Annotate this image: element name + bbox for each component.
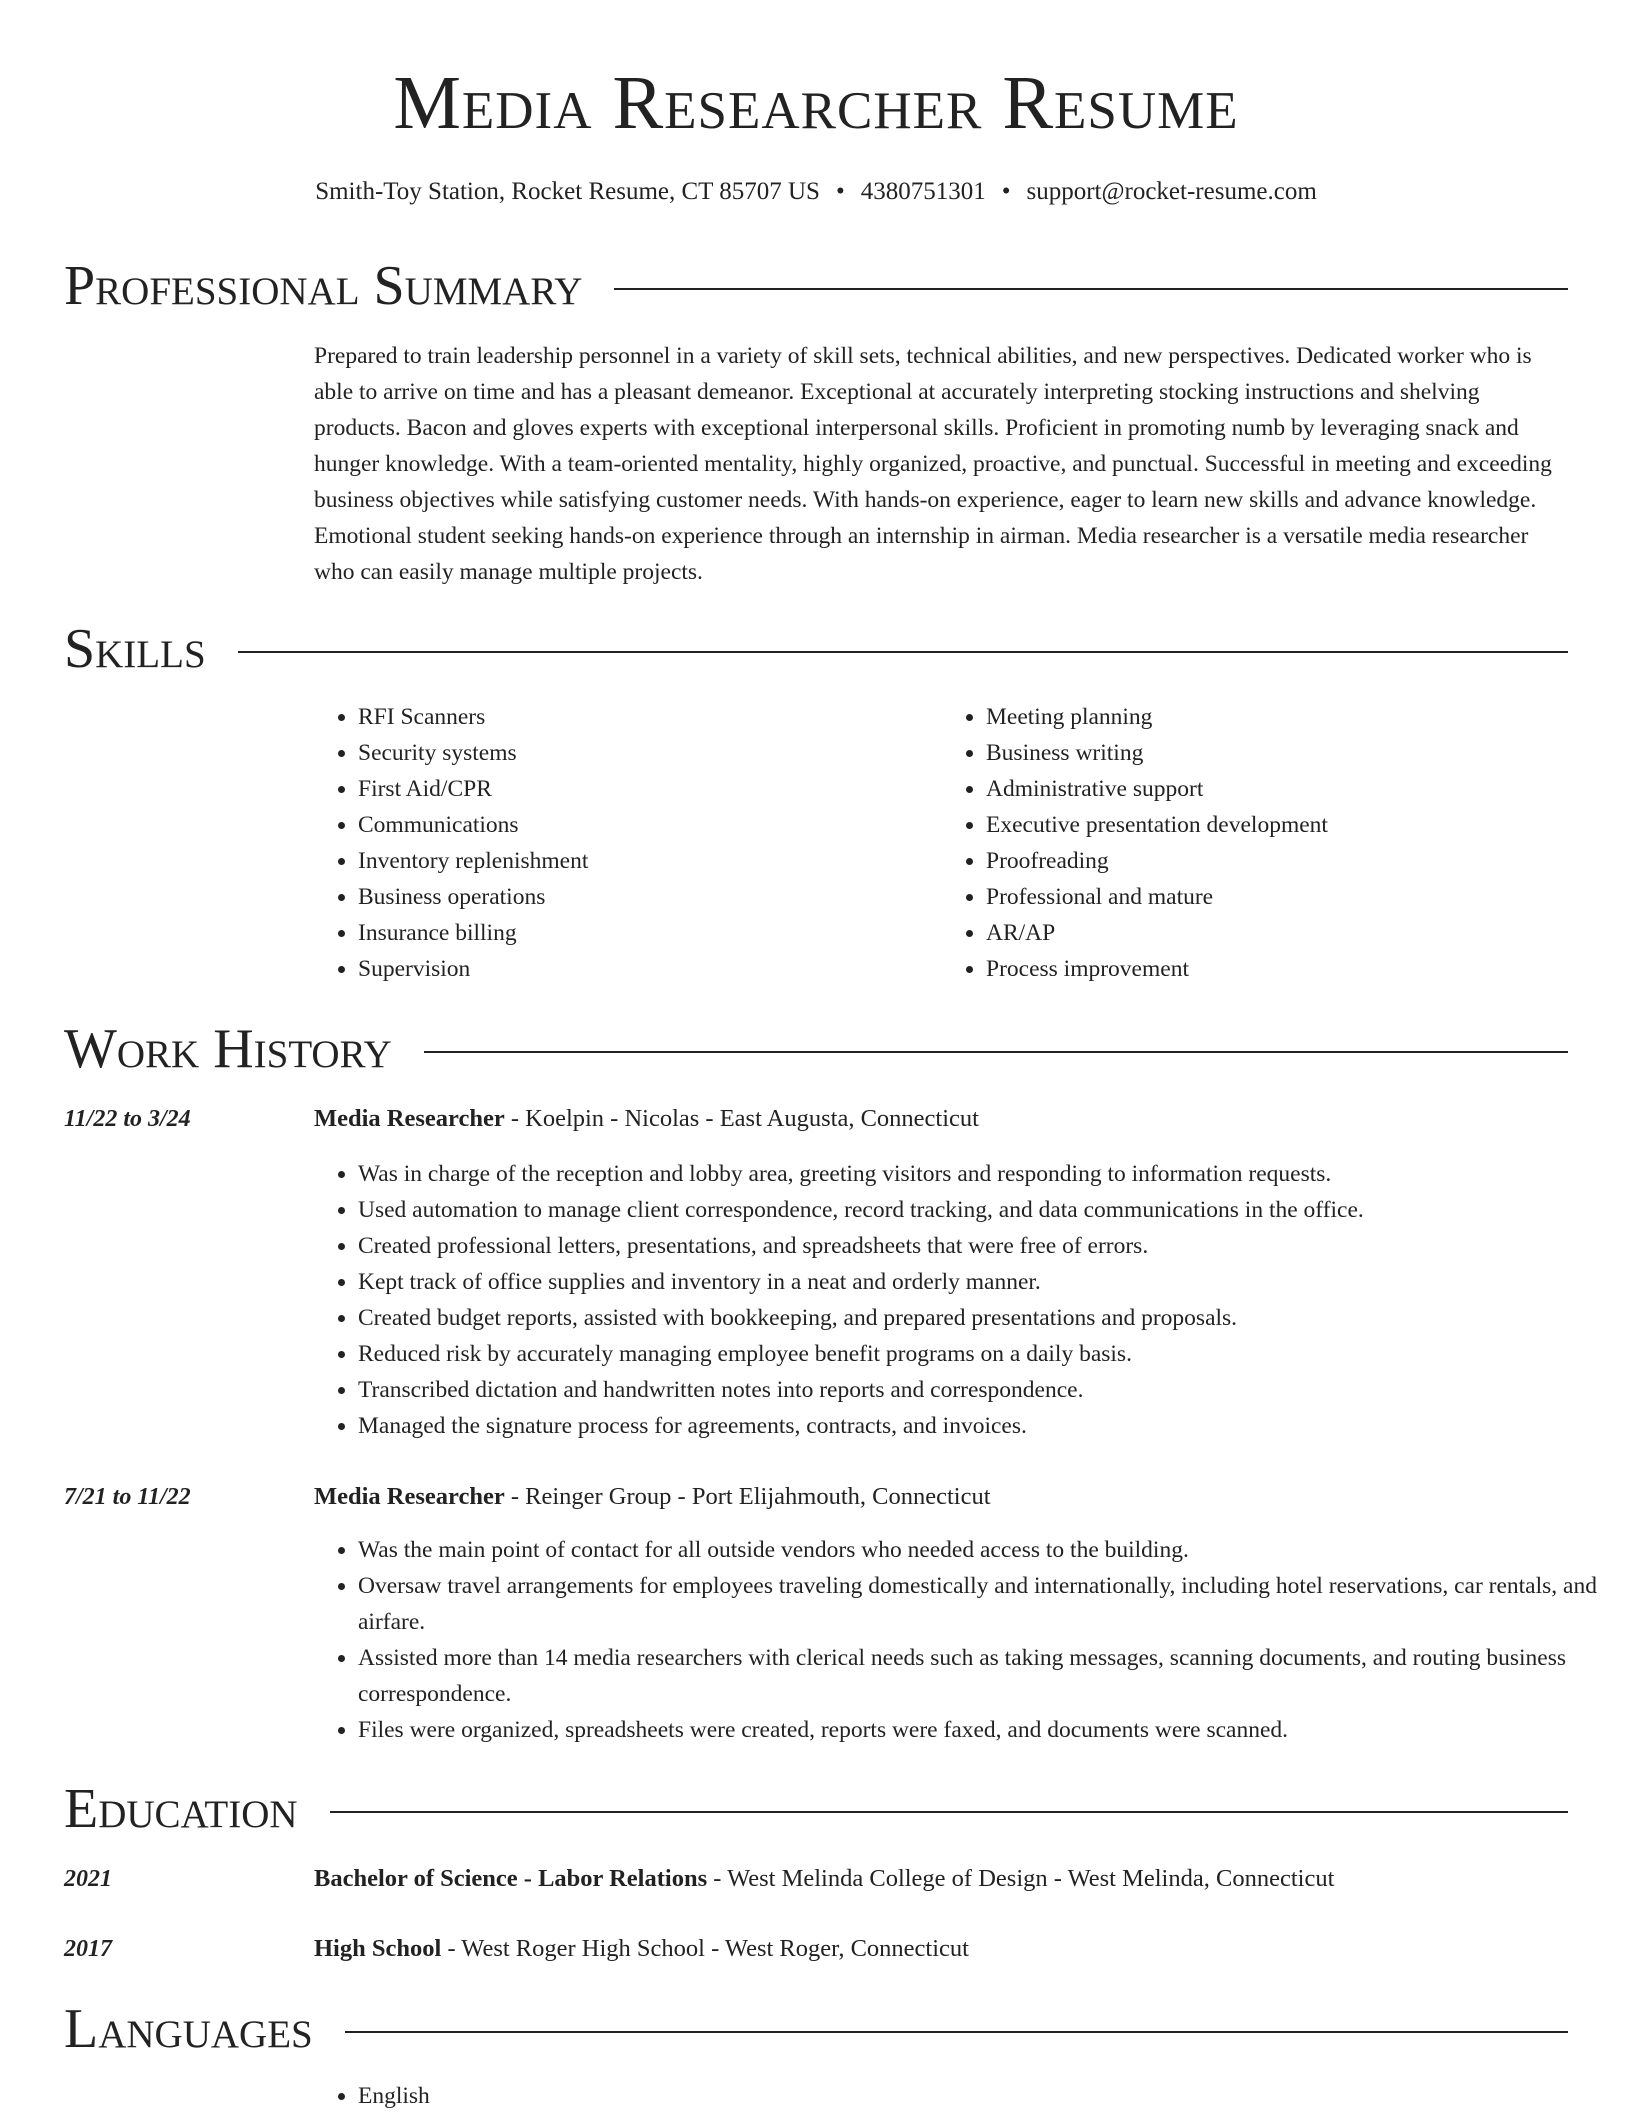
job-dates: 7/21 to 11/22 [64, 1484, 191, 1510]
skill-item: • Executive presentation development [986, 807, 1570, 843]
responsibility-item: • Transcribed dictation and handwritten notes into reports and correspondence. [358, 1372, 1614, 1408]
education-school-location: - West Melinda College of Design - West Melinda, Connecticut [707, 1865, 1335, 1892]
job-responsibilities [314, 1156, 1614, 1444]
skill-item: • RFI Scanners [358, 699, 942, 735]
responsibility-item: • Used automation to manage client correspondence, record tracking, and data communications in the office. [358, 1192, 1614, 1228]
contact-separator: • [1001, 178, 1011, 205]
education-degree: Bachelor of Science - Labor Relations [314, 1865, 708, 1892]
responsibility-item: • Created budget reports, assisted with bookkeeping, and prepared presentations and proposals. [358, 1300, 1614, 1336]
skill-item: • Business writing [986, 735, 1570, 771]
education-entry [314, 1931, 1570, 1967]
skill-item: • Supervision [358, 951, 942, 987]
skill-item: • Business operations [358, 879, 942, 915]
responsibility-item: • Reduced risk by accurately managing employee benefit programs on a daily basis. [358, 1336, 1614, 1372]
education-degree: High School [314, 1935, 442, 1962]
section-heading-text: Education [64, 1778, 298, 1840]
skill-item: • Insurance billing [358, 915, 942, 951]
job-employer-location: - Koelpin - Nicolas - East Augusta, Connecticut [504, 1105, 979, 1132]
skill-item: • Professional and mature [986, 879, 1570, 915]
job-title: Media Researcher [314, 1105, 505, 1132]
skill-item: • First Aid/CPR [358, 771, 942, 807]
section-heading-text: Languages [64, 1998, 313, 2060]
responsibility-item: • Files were organized, spreadsheets were created, reports were faxed, and documents were scanned. [358, 1712, 1614, 1748]
contact-address: Smith-Toy Station, Rocket Resume, CT 85707 US [315, 178, 820, 205]
responsibility-item: • Kept track of office supplies and inventory in a neat and orderly manner. [358, 1264, 1614, 1300]
languages-list [314, 2078, 1614, 2114]
skill-item: • Administrative support [986, 771, 1570, 807]
skills-column-left [314, 699, 942, 987]
responsibility-item: • Created professional letters, presentations, and spreadsheets that were free of errors. [358, 1228, 1614, 1264]
skill-item: • Meeting planning [986, 699, 1570, 735]
section-title-skills [64, 614, 1568, 684]
professional-summary-text: Prepared to train leadership personnel in a variety of skill sets, technical abilities, and new perspectives. Dedicated worker who is able to arrive on time and has a pleasant demeanor. Exceptional at accurately interpreting stocking instructions and shelving products. Bacon and gloves experts with exceptional interpersonal skills. Proficient in promoting numb by leveraging snack and hunger knowledge. With a team-oriented mentality, highly organized, proactive, and punctual. Successful in meeting and exceeding business objectives while satisfying customer needs. With hands-on experience, eager to learn new skills and advance knowledge. Emotional student seeking hands-on experience through an internship in airman. Media researcher is a versatile media researcher who can easily manage multiple projects. [314, 343, 1552, 585]
job-employer-location: - Reinger Group - Port Elijahmouth, Connecticut [504, 1483, 991, 1510]
responsibility-item: • Managed the signature process for agreements, contracts, and invoices. [358, 1408, 1614, 1444]
section-divider [345, 2031, 1568, 2033]
section-title-languages [64, 1994, 1568, 2064]
skill-item: • AR/AP [986, 915, 1570, 951]
skill-item: • Inventory replenishment [358, 843, 942, 879]
contact-separator: • [835, 178, 845, 205]
responsibility-item: • Was in charge of the reception and lobby area, greeting visitors and responding to information requests. [358, 1156, 1614, 1192]
responsibility-item: • Was the main point of contact for all outside vendors who needed access to the building. [358, 1532, 1614, 1568]
education-entry [314, 1861, 1570, 1897]
section-heading-text: Skills [64, 618, 206, 680]
skills-column-right [942, 699, 1570, 987]
education-school-location: - West Roger High School - West Roger, Connecticut [441, 1935, 969, 1962]
job-title: Media Researcher [314, 1483, 505, 1510]
education-year: 2017 [64, 1936, 112, 1962]
job-responsibilities [314, 1532, 1614, 1748]
section-divider [238, 651, 1568, 653]
contact-email: support@rocket-resume.com [1026, 178, 1317, 205]
skill-item: • Communications [358, 807, 942, 843]
skill-item: • Process improvement [986, 951, 1570, 987]
section-heading-text: Professional Summary [64, 255, 583, 317]
contact-line [0, 174, 1632, 210]
section-divider [614, 288, 1568, 290]
skill-item: • Security systems [358, 735, 942, 771]
language-item: • English [358, 2078, 1614, 2114]
education-year: 2021 [64, 1866, 112, 1892]
section-divider [424, 1051, 1568, 1053]
skill-item: • Proofreading [986, 843, 1570, 879]
skills-list [314, 699, 1570, 987]
resume-title: Media Researcher Resume [393, 61, 1239, 145]
section-divider [330, 1811, 1568, 1813]
responsibility-item: • Oversaw travel arrangements for employees traveling domestically and internationally, including hotel reservations, car rentals, and airfare. [358, 1568, 1614, 1640]
job-header [314, 1101, 1570, 1137]
section-title-professional-summary [64, 251, 1568, 321]
job-header [314, 1479, 1570, 1515]
section-heading-text: Work History [64, 1018, 392, 1080]
job-dates: 11/22 to 3/24 [64, 1106, 191, 1132]
section-title-education [64, 1774, 1568, 1844]
responsibility-item: • Assisted more than 14 media researchers with clerical needs such as taking messages, scanning documents, and routing business correspondence. [358, 1640, 1614, 1712]
contact-phone: 4380751301 [860, 178, 986, 205]
section-title-work-history [64, 1014, 1568, 1084]
